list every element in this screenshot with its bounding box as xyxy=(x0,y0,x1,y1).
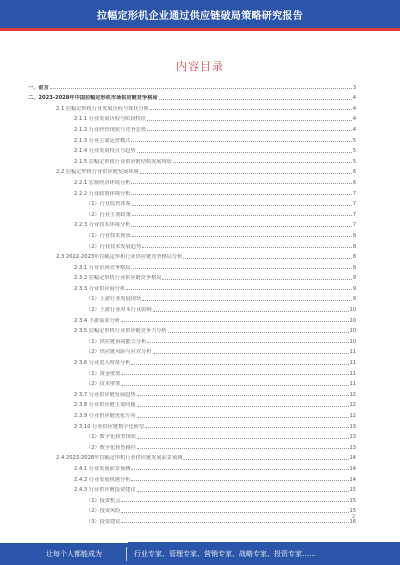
toc-leader-dots xyxy=(132,236,352,237)
toc-entry[interactable] xyxy=(28,419,356,430)
toc-leader-dots xyxy=(147,130,352,131)
toc-entry-page: 13 xyxy=(349,423,356,430)
toc-entry-page: 12 xyxy=(349,413,356,419)
toc-entry-page: 5 xyxy=(352,158,356,165)
toc-entry[interactable] xyxy=(28,101,356,112)
toc-leader-dots xyxy=(131,364,348,365)
toc-entry-label: （1）上游行业发展现状 xyxy=(86,296,142,303)
toc-leader-dots xyxy=(131,226,351,227)
toc-entry[interactable] xyxy=(28,440,356,451)
toc-entry-page: 5 xyxy=(352,148,356,155)
toc-entry[interactable] xyxy=(28,228,356,239)
toc-entry-label: 2.3.9 行业供应链优化方向 xyxy=(74,413,136,419)
toc-leader-dots xyxy=(142,247,352,248)
toc-entry[interactable] xyxy=(28,239,356,250)
toc-entry-label: 2.4.2 行业发展机遇分析 xyxy=(74,476,131,483)
toc-leader-dots xyxy=(147,120,352,121)
toc-entry-page: 10 xyxy=(349,317,356,324)
toc-leader-dots xyxy=(162,279,351,280)
toc-entry[interactable] xyxy=(28,355,356,366)
toc-leader-dots xyxy=(132,215,352,216)
toc-entry-page: 4 xyxy=(352,126,356,133)
toc-entry[interactable] xyxy=(28,334,356,345)
toc-entry-page: 7 xyxy=(352,190,356,197)
toc-entry[interactable] xyxy=(28,461,356,472)
toc-leader-dots xyxy=(137,448,349,449)
toc-leader-dots xyxy=(131,268,351,269)
toc-entry-page: 8 xyxy=(352,254,356,261)
toc-leader-dots xyxy=(137,438,349,439)
toc-entry-label: （1）行业监管体系 xyxy=(86,201,131,208)
toc-entry-page: 10 xyxy=(349,307,356,314)
toc-entry-label: 2.3.10 行业供应链数字化转型 xyxy=(74,423,145,430)
toc-entry-page: 8 xyxy=(352,264,356,271)
toc-entry-label: 2.1 拉幅定形机行业发展历程与现状分析 xyxy=(56,105,149,112)
footer-slogan: 让每个人都能成为 xyxy=(46,550,102,558)
toc-entry-page: 7 xyxy=(352,211,356,218)
toc-entry[interactable] xyxy=(28,207,356,218)
toc-entry[interactable] xyxy=(28,408,356,419)
toc-leader-dots xyxy=(153,311,349,312)
toc-entry[interactable] xyxy=(28,377,356,388)
toc-entry-label: （1）资金壁垒 xyxy=(86,370,121,377)
toc-leader-dots xyxy=(131,141,351,142)
toc-entry-label: 2.3.8 行业供应链主要问题 xyxy=(74,402,136,409)
toc-leader-dots xyxy=(147,342,348,343)
toc-entry-label: （2）供应链风险与应对分析 xyxy=(86,349,152,356)
toc-leader-dots xyxy=(173,162,352,163)
toc-entry-page: 12 xyxy=(349,391,356,398)
toc-entry-label: 二、2023-2028年中国拉幅定形机市场供应链竞争格局 xyxy=(28,95,158,102)
toc-entry-page: 14 xyxy=(349,455,356,462)
toc-entry-page: 9 xyxy=(352,275,356,282)
toc-entry-page: 14 xyxy=(349,476,356,483)
toc-leader-dots xyxy=(142,300,352,301)
toc-entry-page: 6 xyxy=(352,169,356,176)
toc-entry[interactable] xyxy=(28,493,356,504)
toc-entry-label: 2.2.2 行业政策环境分析 xyxy=(74,190,131,197)
toc-entry[interactable] xyxy=(28,345,356,356)
toc-entry-page: 4 xyxy=(352,95,356,102)
toc-entry-page: 6 xyxy=(352,179,356,186)
toc-entry[interactable] xyxy=(28,91,356,102)
page-number: 2 xyxy=(352,514,356,520)
toc-entry-label: （2）投资风险 xyxy=(86,508,121,515)
toc-entry-label: 2.3 2022-2023年拉幅定形机行业供应链竞争格局分析 xyxy=(56,254,183,261)
toc-entry-label: （1）供应链协同能力分析 xyxy=(86,338,147,345)
toc-entry[interactable] xyxy=(28,324,356,335)
toc-leader-dots xyxy=(121,385,348,386)
toc-entry[interactable] xyxy=(28,144,356,155)
toc-entry-label: 2.4.1 行业发展前景预测 xyxy=(74,465,131,472)
toc-leader-dots xyxy=(50,88,352,89)
toc-leader-dots xyxy=(153,353,349,354)
toc-entry-label: （3）投资建议 xyxy=(86,518,121,525)
toc-entry-page: 13 xyxy=(349,434,356,441)
toc-leader-dots xyxy=(145,427,349,428)
toc-entry-page: 11 xyxy=(349,360,356,367)
toc-entry-page: 15 xyxy=(349,487,356,494)
toc-entry[interactable] xyxy=(28,122,356,133)
footer-separator xyxy=(126,547,127,561)
toc-leader-dots xyxy=(121,321,349,322)
toc-leader-dots xyxy=(183,459,348,460)
toc-entry[interactable] xyxy=(28,186,356,197)
toc-entry-label: 2.3.2 拉幅定形机行业供应链竞争格局 xyxy=(74,275,162,282)
toc-entry[interactable] xyxy=(28,387,356,398)
toc-entry-label: 2.2.1 宏观经济环境分析 xyxy=(74,179,131,186)
toc-entry-label: 2.3.6 行业进入壁垒分析 xyxy=(74,360,131,367)
toc-entry[interactable] xyxy=(28,483,356,494)
toc-entry-page: 4 xyxy=(352,105,356,112)
toc-entry-label: （2）行业技术发展趋势 xyxy=(86,243,142,250)
toc-entry-label: 2.1.5 拉幅定形机行业供应链结构发展现状 xyxy=(74,158,172,165)
toc-leader-dots xyxy=(132,205,352,206)
toc-leader-dots xyxy=(121,501,348,502)
toc-entry-page: 4 xyxy=(352,116,356,123)
toc-entry-label: （2）行业主要政策 xyxy=(86,211,131,218)
toc-entry[interactable] xyxy=(28,80,356,91)
toc-entry-page: 11 xyxy=(349,370,356,377)
toc-entry-page: 15 xyxy=(349,497,356,504)
toc-entry[interactable] xyxy=(28,197,356,208)
report-title: 拉幅定形机企业通过供应链破局策略研究报告 xyxy=(97,11,303,22)
toc-leader-dots xyxy=(126,289,352,290)
toc-entry-page: 11 xyxy=(349,349,356,356)
toc-entry-label: 一、前言 xyxy=(28,84,49,91)
toc-entry-label: 2.3.5 拉幅定形机行业供应链竞争力分析 xyxy=(74,328,167,335)
toc-leader-dots xyxy=(137,152,352,153)
toc-entry-page: 8 xyxy=(352,232,356,239)
toc-entry[interactable] xyxy=(28,504,356,515)
toc-entry-page: 10 xyxy=(349,338,356,345)
toc-entry[interactable] xyxy=(28,430,356,441)
toc-entry-label: 2.1.1 行业发展历程与阶段特征 xyxy=(74,116,146,123)
toc-entry[interactable] xyxy=(28,366,356,377)
toc-entry[interactable] xyxy=(28,313,356,324)
toc-entry-label: 2.1.2 行业经营现状与竞争态势 xyxy=(74,126,146,133)
toc-entry-page: 13 xyxy=(349,444,356,451)
toc-leader-dots xyxy=(137,491,349,492)
toc-leader-dots xyxy=(159,99,352,100)
toc-entry[interactable] xyxy=(28,175,356,186)
toc-entry[interactable] xyxy=(28,398,356,409)
toc-entry-page: 5 xyxy=(352,137,356,144)
toc-leader-dots xyxy=(131,194,351,195)
toc-entry-label: 2.3.4 下游需求分析 xyxy=(74,317,120,324)
toc-leader-dots xyxy=(131,183,351,184)
toc-leader-dots xyxy=(131,480,348,481)
toc-entry-page: 9 xyxy=(352,285,356,292)
toc-leader-dots xyxy=(137,417,349,418)
toc-entry-page: 14 xyxy=(349,465,356,472)
toc-leader-dots xyxy=(121,374,348,375)
toc-entry[interactable] xyxy=(28,218,356,229)
toc-entry-label: 2.2.3 行业技术环境分析 xyxy=(74,222,131,229)
toc-entry-page: 12 xyxy=(349,402,356,409)
footer-bar xyxy=(0,543,400,565)
footer-tagline: 行业专家、管理专家、营销专家、战略专家、投资专家…… xyxy=(134,550,316,558)
toc-entry-page: 16 xyxy=(349,518,356,525)
toc-entry-page: 10 xyxy=(349,328,356,335)
toc-entry[interactable] xyxy=(28,281,356,292)
toc-entry-label: （1）投资机会 xyxy=(86,497,121,504)
toc-leader-dots xyxy=(137,395,349,396)
header-accent-line xyxy=(0,28,400,31)
toc-entry-label: 2.4.3 行业供应链投资建议 xyxy=(74,487,136,494)
toc-leader-dots xyxy=(150,109,352,110)
toc-entry[interactable] xyxy=(28,292,356,303)
toc-leader-dots xyxy=(131,469,348,470)
toc-entry-page: 7 xyxy=(352,201,356,208)
toc-entry[interactable] xyxy=(28,133,356,144)
toc-entry[interactable] xyxy=(28,260,356,271)
toc-entry-label: 2.1.3 行业主要运营模式 xyxy=(74,137,131,144)
toc-entry-page: 11 xyxy=(349,381,356,388)
toc-entry[interactable] xyxy=(28,451,356,462)
toc-entry-label: 2.3.1 行业市场竞争格局 xyxy=(74,264,131,271)
toc-entry-label: 2.3.7 行业供应链发展趋势 xyxy=(74,391,136,398)
toc-heading: 内容目录 xyxy=(176,60,224,73)
toc-entry[interactable] xyxy=(28,165,356,176)
toc-entry-page: 7 xyxy=(352,222,356,229)
toc-entry-label: 2.1.4 行业发展特点与趋势 xyxy=(74,148,136,155)
toc-entry[interactable] xyxy=(28,250,356,261)
toc-leader-dots xyxy=(140,173,352,174)
toc-entry[interactable] xyxy=(28,154,356,165)
table-of-contents xyxy=(28,80,356,525)
toc-entry-label: （2）上游行业对本行业影响 xyxy=(86,307,152,314)
toc-entry-label: 2.3.3 行业供应商分析 xyxy=(74,285,126,292)
toc-leader-dots xyxy=(183,258,351,259)
toc-entry[interactable] xyxy=(28,472,356,483)
toc-entry-page: 3 xyxy=(352,84,356,91)
toc-leader-dots xyxy=(121,512,348,513)
toc-entry-label: 2.2 拉幅定形机行业供应链发展环境 xyxy=(56,169,139,176)
toc-entry[interactable] xyxy=(28,514,356,525)
toc-leader-dots xyxy=(168,332,349,333)
toc-entry-label: （2）数字化转型路径 xyxy=(86,444,136,451)
toc-entry[interactable] xyxy=(28,271,356,282)
toc-entry-label: 2.4 2023-2028年拉幅定形机行业供应链发展前景预测 xyxy=(56,455,183,462)
toc-leader-dots xyxy=(121,522,348,523)
toc-entry[interactable] xyxy=(28,112,356,123)
toc-entry[interactable] xyxy=(28,302,356,313)
toc-entry-page: 15 xyxy=(349,508,356,515)
toc-entry-page: 9 xyxy=(352,296,356,303)
toc-leader-dots xyxy=(137,406,349,407)
toc-entry-label: （2）技术壁垒 xyxy=(86,381,121,388)
toc-entry-label: （1）数字化转型现状 xyxy=(86,434,136,441)
toc-entry-label: （1）行业技术现状 xyxy=(86,232,131,239)
toc-entry-page: 8 xyxy=(352,243,356,250)
